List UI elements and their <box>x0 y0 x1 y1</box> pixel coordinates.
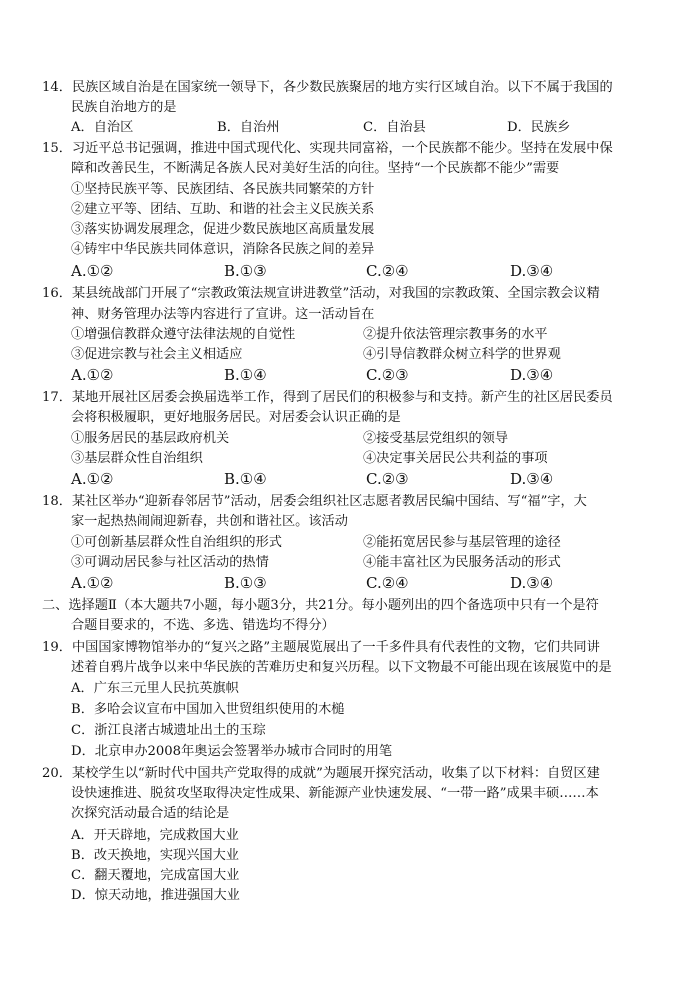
q15-item-4: ④铸牢中华民族共同体意识，消除各民族之间的差异 <box>71 242 375 257</box>
q16-option-b: B.①④ <box>224 366 267 384</box>
q19-option-b: B．多哈会议宣布中国加入世贸组织使用的木槌 <box>71 702 345 717</box>
q18-item-2: ②能拓宽居民参与基层管理的途径 <box>363 535 561 550</box>
q16-option-d: D.③④ <box>510 366 554 384</box>
section2-heading-line1: 二、选择题Ⅱ（本大题共7小题，每小题3分，共21分。每小题列出的四个备选项中只有一个是符 <box>42 598 599 613</box>
q17-stem-line2: 会将积极履职，更好地服务居民。对居委会认识正确的是 <box>71 410 401 425</box>
q14-stem-line2: 民族自治地方的是 <box>71 100 177 115</box>
q19-option-c: C．浙江良渚古城遗址出土的玉琮 <box>71 723 266 738</box>
q20-option-d: D．惊天动地，推进强国大业 <box>71 888 240 903</box>
q16-item-4: ④引导信教群众树立科学的世界观 <box>363 347 561 362</box>
q16-item-3: ③促进宗教与社会主义相适应 <box>71 347 243 362</box>
q15-item-1: ①坚持民族平等、民族团结、各民族共同繁荣的方针 <box>71 182 375 197</box>
q18-option-a: A.①② <box>71 574 114 592</box>
q17-item-2: ②接受基层党组织的领导 <box>363 431 509 446</box>
q17-stem-line1: 17．某地开展社区居委会换届选举工作，得到了居民们的积极参与和支持。新产生的社区居民委员 <box>42 390 613 405</box>
q16-item-1: ①增强信教群众遵守法律法规的自觉性 <box>71 327 296 342</box>
q14-option-b: B．自治州 <box>217 120 280 135</box>
q17-option-c: C.②③ <box>366 470 409 488</box>
q18-option-b: B.①③ <box>224 574 267 592</box>
q16-stem-line1: 16．某县统战部门开展了“宗教政策法规宣讲进教堂”活动，对我国的宗教政策、全国宗教会议精 <box>42 286 600 301</box>
q18-item-4: ④能丰富社区为民服务活动的形式 <box>363 555 561 570</box>
q20-stem-line3: 次探究活动最合适的结论是 <box>71 806 230 821</box>
q20-option-a: A．开天辟地，完成救国大业 <box>71 828 239 843</box>
q15-item-3: ③落实协调发展理念，促进少数民族地区高质量发展 <box>71 222 375 237</box>
q14-option-c: C．自治县 <box>363 120 426 135</box>
q20-option-c: C．翻天覆地，完成富国大业 <box>71 868 240 883</box>
q19-stem-line1: 19．中国国家博物馆举办的“复兴之路”主题展览展出了一千多件具有代表性的文物，它们共同讲 <box>42 640 600 655</box>
q14-option-d: D．民族乡 <box>507 120 571 135</box>
q17-option-d: D.③④ <box>510 470 554 488</box>
q15-option-d: D.③④ <box>510 262 554 280</box>
q15-stem-line1: 15．习近平总书记强调，推进中国式现代化、实现共同富裕，一个民族都不能少。坚持在发展中保 <box>42 141 613 156</box>
q20-stem-line2: 设快速推进、脱贫攻坚取得决定性成果、新能源产业快速发展、“一带一路”成果丰硕……本 <box>71 786 599 801</box>
q15-option-a: A.①② <box>71 262 114 280</box>
q17-item-1: ①服务居民的基层政府机关 <box>71 431 230 446</box>
q17-item-3: ③基层群众性自治组织 <box>71 451 203 466</box>
q15-stem-line2: 障和改善民生，不断满足各族人民对美好生活的向往。坚持“一个民族都不能少”需要 <box>71 161 560 176</box>
q17-item-4: ④决定事关居民公共利益的事项 <box>363 451 548 466</box>
q18-option-d: D.③④ <box>510 574 554 592</box>
q19-stem-line2: 述着自鸦片战争以来中华民族的苦难历史和复兴历程。以下文物最不可能出现在该展览中的是 <box>71 660 612 675</box>
q16-option-a: A.①② <box>71 366 114 384</box>
q18-stem-line2: 家一起热热闹闹迎新春，共创和谐社区。该活动 <box>71 514 348 529</box>
q20-stem-line1: 20．某校学生以“新时代中国共产党取得的成就”为题展开探究活动，收集了以下材料：自贸区建 <box>42 766 600 781</box>
q14-stem-line1: 14．民族区域自治是在国家统一领导下，各少数民族聚居的地方实行区域自治。以下不属于我国的 <box>42 80 613 95</box>
q16-stem-line2: 神、财务管理办法等内容进行了宣讲。这一活动旨在 <box>71 307 375 322</box>
q17-option-a: A.①② <box>71 470 114 488</box>
q18-item-1: ①可创新基层群众性自治组织的形式 <box>71 535 282 550</box>
q15-option-b: B.①③ <box>224 262 267 280</box>
q17-option-b: B.①④ <box>224 470 267 488</box>
q15-item-2: ②建立平等、团结、互助、和谐的社会主义民族关系 <box>71 202 375 217</box>
q15-option-c: C.②④ <box>366 262 409 280</box>
q19-option-a: A．广东三元里人民抗英旗帜 <box>71 681 239 696</box>
q16-item-2: ②提升依法管理宗教事务的水平 <box>363 327 548 342</box>
q20-option-b: B．改天换地，实现兴国大业 <box>71 848 239 863</box>
q18-stem-line1: 18．某社区举办“迎新春邻居节”活动，居委会组织社区志愿者教居民编中国结、写“福”字，大 <box>42 494 587 509</box>
q14-option-a: A．自治区 <box>71 120 134 135</box>
q18-item-3: ③可调动居民参与社区活动的热情 <box>71 555 269 570</box>
q19-option-d: D．北京申办2008年奥运会签署举办城市合同时的用笔 <box>71 744 393 759</box>
q16-option-c: C.②③ <box>366 366 409 384</box>
q18-option-c: C.②④ <box>366 574 409 592</box>
section2-heading-line2: 合题目要求的，不选、多选、错选均不得分） <box>71 618 335 633</box>
